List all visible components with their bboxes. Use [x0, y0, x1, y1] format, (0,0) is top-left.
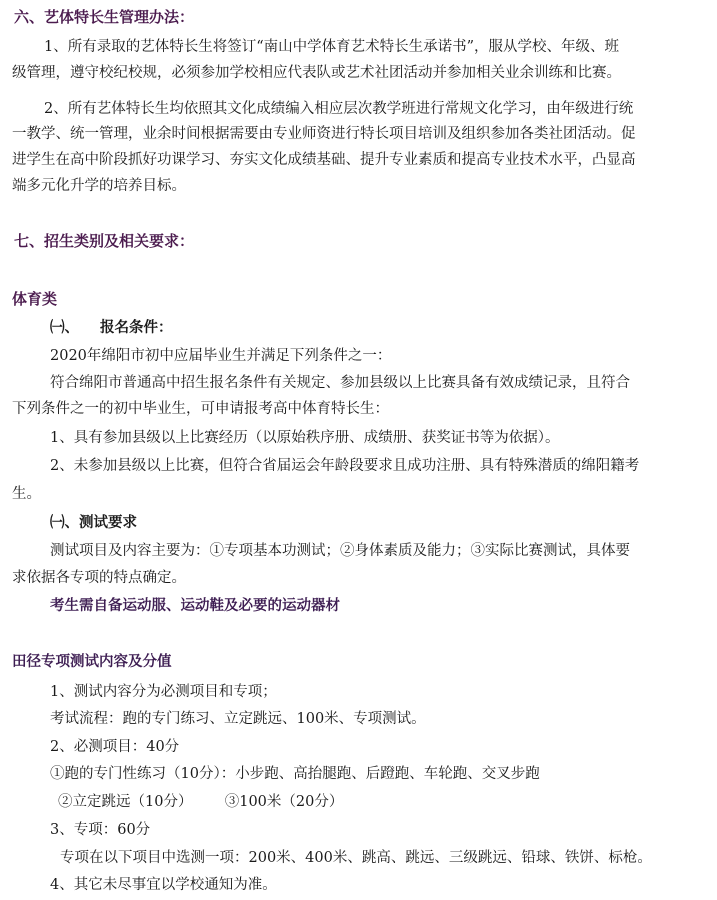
track-line4: ①跑的专门性练习（10分）：小步跑、高抬腿跑、后蹬跑、车轮跑、交叉步跑 — [50, 766, 540, 782]
track-line3: 2、必测项目：40分 — [50, 739, 180, 755]
track-line6: 3、专项：60分 — [50, 822, 151, 838]
test-note: 考生需自备运动服、运动鞋及必要的运动器材 — [50, 598, 340, 614]
track-heading: 田径专项测试内容及分值 — [12, 654, 172, 670]
test-line2: 求依据各专项的特点确定。 — [12, 570, 186, 586]
section6-p1-line2: 级管理，遵守校纪校规，必须参加学校相应代表队或艺术社团活动并参加相关业余训练和比赛。 — [12, 65, 621, 81]
track-line7: 专项在以下项目中选测一项：200米、400米、跳高、跳远、三级跳远、铅球、铁饼、标枪。 — [60, 850, 652, 866]
track-line2: 考试流程：跑的专门练习、立定跳远、100米、专项测试。 — [50, 711, 426, 727]
sports-category: 体育类 — [12, 290, 58, 308]
test-title: ㈠、测试要求 — [50, 515, 137, 531]
section7-heading: 七、招生类别及相关要求： — [14, 232, 195, 250]
reg-line3: 下列条件之一的初中毕业生，可申请报考高中体育特长生： — [12, 401, 389, 417]
track-line1: 1、测试内容分为必测项目和专项； — [50, 684, 277, 700]
section6-p2-line4: 端多元化升学的培养目标。 — [12, 178, 186, 194]
reg-number: ㈠、 — [50, 320, 79, 336]
test-line1: 测试项目及内容主要为：①专项基本功测试；②身体素质及能力；③实际比赛测试，具体要 — [50, 543, 630, 559]
track-line8: 4、其它未尽事宜以学校通知为准。 — [50, 877, 277, 893]
section6-p2-line3: 进学生在高中阶段抓好功课学习、夯实文化成绩基础、提升专业素质和提高专业技术水平，凸显高 — [12, 152, 636, 168]
track-line5: ②立定跳远（10分） ③100米（20分） — [58, 794, 344, 810]
section6-p2-line1: 2、所有艺体特长生均依照其文化成绩编入相应层次教学班进行常规文化学习，由年级进行统 — [44, 101, 634, 117]
section6-heading: 六、艺体特长生管理办法： — [14, 8, 195, 26]
reg-item1: 1、具有参加县级以上比赛经历（以原始秩序册、成绩册、获奖证书等为依据）。 — [50, 430, 560, 446]
reg-line1: 2020年绵阳市初中应届毕业生并满足下列条件之一： — [50, 348, 392, 364]
section6-p2-line2: 一教学、统一管理，业余时间根据需要由专业师资进行特长项目培训及组织参加各类社团活动。促 — [12, 126, 636, 142]
reg-item2-line2: 生。 — [12, 486, 41, 502]
section6-p1-line1: 1、所有录取的艺体特长生将签订“南山中学体育艺术特长生承诺书”，服从学校、年级、班 — [44, 39, 620, 55]
reg-title: 报名条件： — [100, 320, 173, 336]
reg-item2-line1: 2、未参加县级以上比赛，但符合省届运会年龄段要求且成功注册、具有特殊潜质的绵阳籍考 — [50, 458, 640, 474]
reg-line2: 符合绵阳市普通高中招生报名条件有关规定、参加县级以上比赛具备有效成绩记录，且符合 — [50, 375, 630, 391]
